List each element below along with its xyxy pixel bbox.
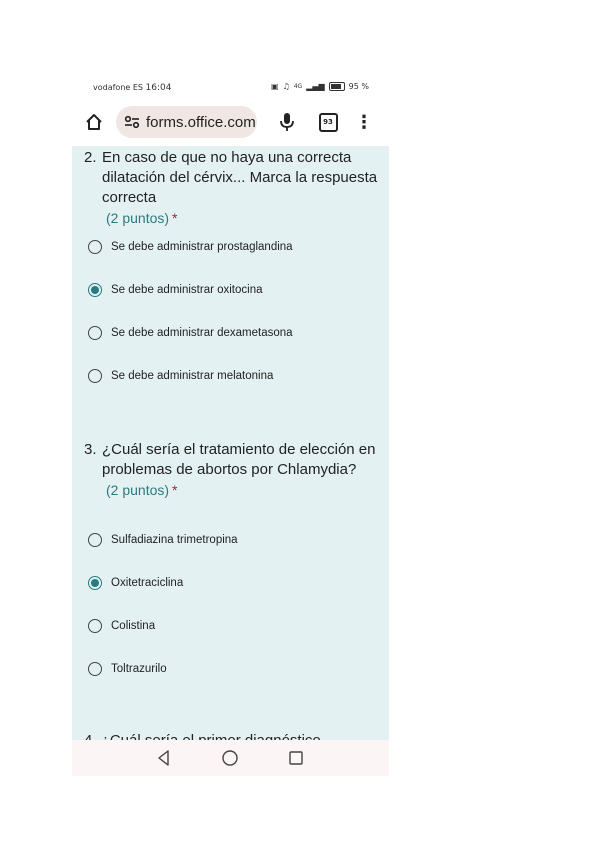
status-carrier-time bbox=[93, 83, 171, 93]
option[interactable] bbox=[88, 662, 167, 676]
radio-button[interactable] bbox=[88, 326, 102, 340]
option-label: Sulfadiazina trimetropina bbox=[111, 534, 238, 546]
radio-button[interactable] bbox=[88, 240, 102, 254]
question-number: 3. bbox=[84, 441, 97, 458]
option-label: Toltrazurilo bbox=[111, 663, 167, 675]
battery-level: 95 % bbox=[348, 82, 369, 91]
question-points bbox=[106, 208, 384, 228]
more-menu-icon[interactable]: ⋮ bbox=[355, 111, 373, 133]
nav-back-icon[interactable] bbox=[154, 748, 174, 768]
url-text: forms.office.com bbox=[146, 113, 256, 131]
option[interactable] bbox=[88, 533, 238, 547]
radio-button[interactable] bbox=[88, 533, 102, 547]
option[interactable] bbox=[88, 283, 263, 297]
battery-icon bbox=[329, 82, 345, 91]
question-title: ¿Cuál sería el tratamiento de elección en problemas de abortos por Chlamydia? bbox=[102, 441, 376, 478]
address-bar[interactable] bbox=[116, 106, 257, 138]
option-label: Se debe administrar dexametasona bbox=[111, 327, 293, 339]
mute-icon: ♫ bbox=[282, 82, 290, 91]
required-mark: * bbox=[172, 482, 178, 498]
tabs-icon[interactable] bbox=[317, 111, 339, 133]
option-label: Se debe administrar oxitocina bbox=[111, 284, 263, 296]
browser-toolbar bbox=[72, 100, 389, 144]
nav-home-icon[interactable] bbox=[220, 748, 240, 768]
system-nav-bar bbox=[72, 740, 389, 776]
radio-button[interactable] bbox=[88, 619, 102, 633]
signal-icon: ▂▄▆ bbox=[306, 82, 325, 91]
option[interactable] bbox=[88, 326, 293, 340]
option-label: Se debe administrar melatonina bbox=[111, 370, 274, 382]
points-label: (2 puntos) bbox=[106, 210, 170, 226]
home-icon[interactable] bbox=[82, 110, 106, 134]
radio-button-selected[interactable] bbox=[88, 576, 102, 590]
option-label: Oxitetraciclina bbox=[111, 577, 184, 589]
form-content bbox=[72, 146, 389, 740]
question-number: 2. bbox=[84, 149, 97, 166]
tab-count: 93 bbox=[319, 113, 338, 132]
option[interactable] bbox=[88, 369, 273, 383]
question-title: En caso de que no haya una correcta dilatación del cérvix... Marca la respuesta correcta bbox=[102, 149, 378, 206]
option-label: Colistina bbox=[111, 620, 156, 632]
site-settings-icon[interactable] bbox=[122, 112, 142, 132]
required-mark: * bbox=[172, 210, 178, 226]
clock: 16:04 bbox=[145, 83, 172, 93]
radio-button[interactable] bbox=[88, 369, 102, 383]
radio-button[interactable] bbox=[88, 662, 102, 676]
option[interactable] bbox=[88, 619, 155, 633]
question-2 bbox=[84, 148, 384, 228]
radio-button-selected[interactable] bbox=[88, 283, 102, 297]
carrier-name: vodafone ES bbox=[93, 83, 143, 92]
nfc-icon: ▣ bbox=[271, 82, 279, 91]
status-bar bbox=[72, 72, 389, 100]
option-label: Se debe administrar prostaglandina bbox=[111, 241, 293, 253]
points-label: (2 puntos) bbox=[106, 482, 170, 498]
option[interactable] bbox=[88, 240, 293, 254]
nav-recents-icon[interactable] bbox=[286, 748, 306, 768]
option[interactable] bbox=[88, 576, 183, 590]
network-type: 4G bbox=[293, 83, 303, 90]
question-3 bbox=[84, 440, 384, 500]
mic-icon[interactable] bbox=[275, 110, 299, 134]
status-icons bbox=[271, 82, 369, 91]
phone-screen bbox=[72, 72, 389, 776]
question-points bbox=[106, 480, 384, 500]
